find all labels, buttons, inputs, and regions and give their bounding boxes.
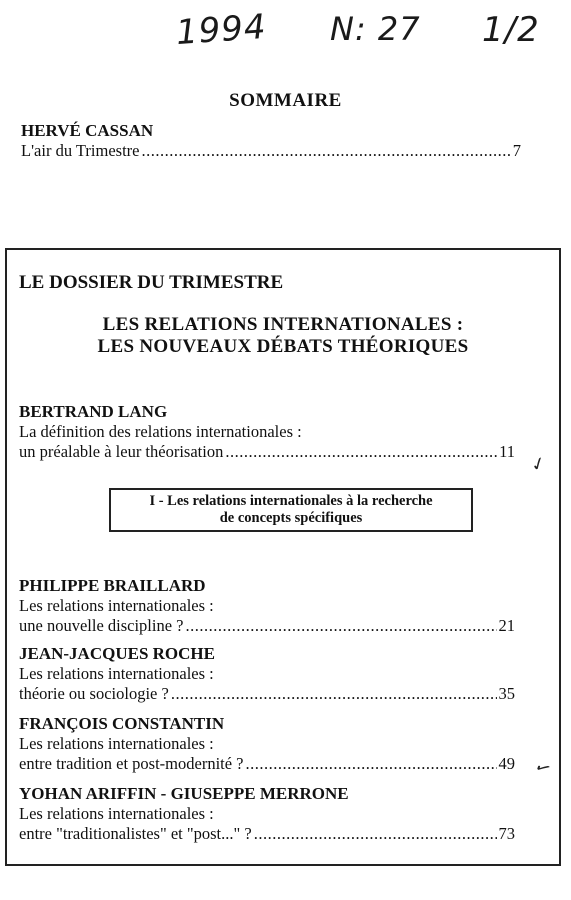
entry-page: 49 — [498, 754, 515, 773]
entry-subtitle-line — [19, 664, 515, 684]
toc-entry — [19, 402, 515, 462]
entry-page: 21 — [498, 616, 515, 635]
check-mark-icon: ✓ — [527, 452, 550, 477]
entry-title-line — [19, 616, 515, 636]
toc-entry — [19, 576, 515, 636]
dot-leader — [225, 442, 497, 462]
entry-title: L'air du Trimestre — [21, 141, 140, 160]
entry-title: entre tradition et post-modernité ? — [19, 754, 244, 773]
entry-title-line — [19, 754, 515, 774]
entry-title-line — [21, 141, 521, 161]
section-heading-line1: I - Les relations internationales à la recherche — [149, 493, 433, 509]
section-heading-line2: de concepts spécifiques — [219, 510, 363, 526]
entry-page: 73 — [498, 824, 515, 843]
toc-entry-intro — [21, 121, 521, 161]
entry-subtitle-line — [19, 422, 515, 442]
dossier-title-line2: LES NOUVEAUX DÉBATS THÉORIQUES — [97, 336, 469, 357]
entry-subtitle: Les relations internationales : — [19, 734, 214, 753]
entry-title-line — [19, 684, 515, 704]
entry-subtitle: La définition des relations internationales : — [19, 422, 302, 441]
dot-leader — [254, 824, 497, 844]
entry-author: BERTRAND LANG — [19, 402, 168, 421]
check-mark-icon: ✓ — [530, 755, 556, 782]
entry-page: 7 — [512, 141, 521, 160]
section-heading — [109, 488, 473, 532]
toc-entry — [19, 714, 515, 774]
dot-leader — [186, 616, 497, 636]
entry-page: 11 — [499, 442, 515, 461]
dossier-box — [5, 248, 561, 866]
entry-title-line — [19, 824, 515, 844]
entry-author: HERVÉ CASSAN — [21, 121, 154, 140]
entry-subtitle-line — [19, 596, 515, 616]
entry-author: YOHAN ARIFFIN - GIUSEPPE MERRONE — [19, 784, 349, 803]
entry-subtitle: Les relations internationales : — [19, 664, 214, 683]
dot-leader — [141, 141, 510, 161]
entry-author: FRANÇOIS CONSTANTIN — [19, 714, 225, 733]
entry-title: entre "traditionalistes" et "post..." ? — [19, 824, 252, 843]
handwritten-part: 1/2 — [482, 10, 540, 50]
dossier-title-line1: LES RELATIONS INTERNATIONALES : — [102, 314, 464, 335]
toc-entry — [19, 784, 515, 844]
toc-entry — [19, 644, 515, 704]
entry-title: théorie ou sociologie ? — [19, 684, 169, 703]
entry-subtitle: Les relations internationales : — [19, 804, 214, 823]
dossier-title — [7, 314, 559, 358]
entry-title: une nouvelle discipline ? — [19, 616, 184, 635]
entry-title-line — [19, 442, 515, 462]
entry-subtitle-line — [19, 734, 515, 754]
dossier-heading: LE DOSSIER DU TRIMESTRE — [19, 272, 284, 293]
dot-leader — [171, 684, 497, 704]
page-title: SOMMAIRE — [229, 90, 342, 111]
entry-title: un préalable à leur théorisation — [19, 442, 224, 461]
entry-author: JEAN-JACQUES ROCHE — [19, 644, 215, 663]
handwritten-year: 1994 — [174, 6, 268, 54]
entry-page: 35 — [498, 684, 515, 703]
entry-subtitle-line — [19, 804, 515, 824]
entry-subtitle: Les relations internationales : — [19, 596, 214, 615]
dot-leader — [246, 754, 497, 774]
handwritten-issue-number: N: 27 — [330, 10, 421, 48]
handwritten-annotation — [0, 6, 571, 60]
entry-author: PHILIPPE BRAILLARD — [19, 576, 206, 595]
